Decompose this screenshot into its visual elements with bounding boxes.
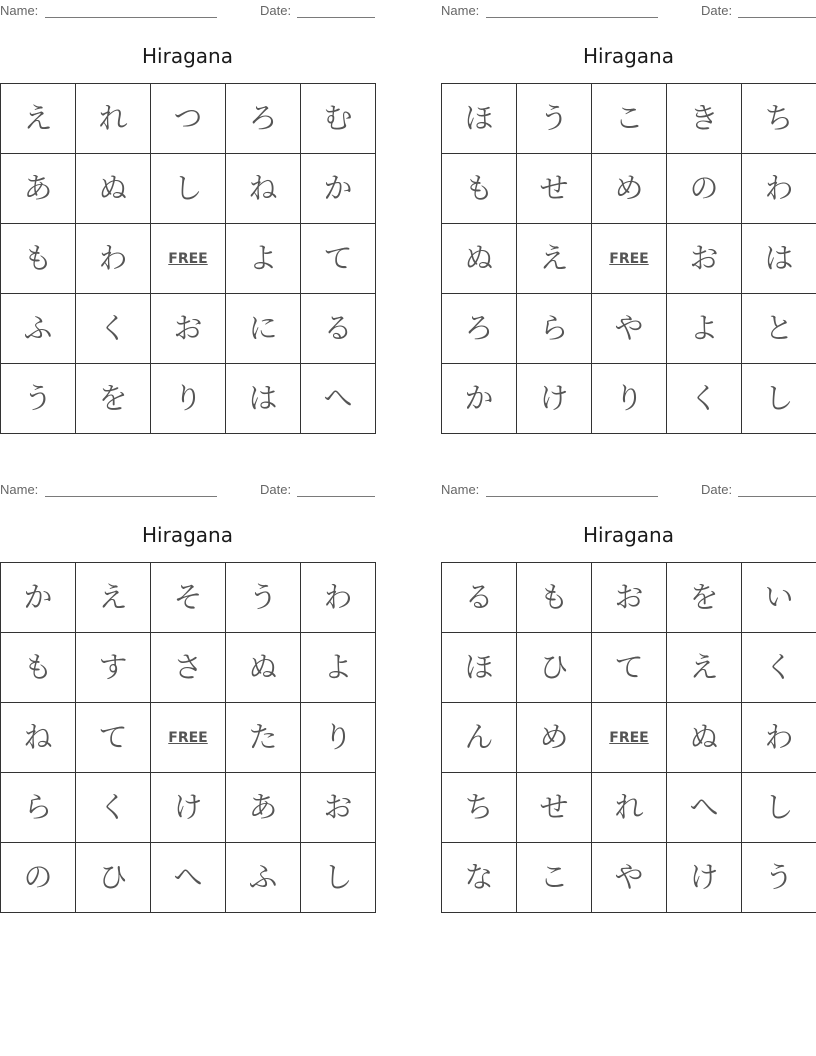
date-label: Date:: [701, 3, 733, 18]
bingo-card-4: [441, 479, 816, 915]
name-blank-line: [486, 17, 658, 18]
card-header: [0, 482, 376, 498]
name-blank-line: [45, 496, 217, 497]
bingo-cell: た: [226, 703, 300, 772]
bingo-cell: き: [667, 84, 741, 153]
bingo-card-2: [441, 0, 816, 436]
free-space-cell: FREE: [592, 224, 666, 293]
bingo-grid: [441, 83, 816, 434]
bingo-cell: の: [1, 843, 75, 912]
bingo-cell: う: [517, 84, 591, 153]
bingo-cell: わ: [742, 154, 816, 223]
bingo-cell: ぬ: [226, 633, 300, 702]
bingo-cell: し: [742, 773, 816, 842]
date-blank-line: [738, 17, 816, 18]
bingo-cell: ら: [1, 773, 75, 842]
bingo-cell: む: [301, 84, 375, 153]
name-label: Name:: [441, 3, 480, 18]
bingo-cell: く: [667, 364, 741, 433]
bingo-cell: お: [301, 773, 375, 842]
bingo-cell: せ: [517, 773, 591, 842]
bingo-cell: お: [151, 294, 225, 363]
bingo-cell: か: [442, 364, 516, 433]
bingo-cell: も: [442, 154, 516, 223]
bingo-cell: く: [742, 633, 816, 702]
bingo-cell: め: [517, 703, 591, 772]
bingo-cell: も: [1, 633, 75, 702]
bingo-cell: わ: [742, 703, 816, 772]
bingo-cell: ぬ: [76, 154, 150, 223]
free-space-cell: FREE: [592, 703, 666, 772]
bingo-cell: な: [442, 843, 516, 912]
bingo-cell: ひ: [76, 843, 150, 912]
bingo-cell: る: [301, 294, 375, 363]
bingo-cell: ぬ: [667, 703, 741, 772]
date-blank-line: [297, 496, 375, 497]
bingo-cell: え: [667, 633, 741, 702]
bingo-grid: [0, 562, 376, 913]
bingo-cell: こ: [592, 84, 666, 153]
bingo-cell: ね: [226, 154, 300, 223]
bingo-cell: ふ: [226, 843, 300, 912]
bingo-cell: あ: [226, 773, 300, 842]
bingo-grid: [441, 562, 816, 913]
bingo-cell: は: [226, 364, 300, 433]
bingo-cell: を: [667, 563, 741, 632]
bingo-cell: え: [517, 224, 591, 293]
bingo-cell: へ: [301, 364, 375, 433]
bingo-cell: よ: [226, 224, 300, 293]
bingo-cell: せ: [517, 154, 591, 223]
name-label: Name:: [441, 482, 480, 497]
bingo-cell: か: [1, 563, 75, 632]
bingo-cell: を: [76, 364, 150, 433]
card-header: [441, 482, 816, 498]
bingo-cell: い: [742, 563, 816, 632]
bingo-cell: お: [667, 224, 741, 293]
name-label: Name:: [0, 482, 39, 497]
bingo-cell: く: [76, 294, 150, 363]
bingo-cell: て: [592, 633, 666, 702]
name-blank-line: [45, 17, 217, 18]
bingo-cell: も: [517, 563, 591, 632]
bingo-cell: わ: [76, 224, 150, 293]
date-label: Date:: [260, 482, 292, 497]
bingo-cell: こ: [517, 843, 591, 912]
card-title: Hiragana: [583, 523, 674, 547]
bingo-cell: す: [76, 633, 150, 702]
card-header: [441, 3, 816, 19]
date-label: Date:: [260, 3, 292, 18]
bingo-cell: く: [76, 773, 150, 842]
card-title: Hiragana: [142, 523, 233, 547]
name-label: Name:: [0, 3, 39, 18]
bingo-cell: は: [742, 224, 816, 293]
bingo-cell: よ: [667, 294, 741, 363]
bingo-cell: へ: [667, 773, 741, 842]
bingo-cell: り: [592, 364, 666, 433]
bingo-cell: れ: [592, 773, 666, 842]
bingo-cell: の: [667, 154, 741, 223]
bingo-cell: し: [151, 154, 225, 223]
card-title: Hiragana: [142, 44, 233, 68]
bingo-cell: け: [667, 843, 741, 912]
bingo-cell: や: [592, 294, 666, 363]
bingo-cell: ひ: [517, 633, 591, 702]
bingo-cell: ほ: [442, 84, 516, 153]
bingo-cell: れ: [76, 84, 150, 153]
bingo-cell: り: [301, 703, 375, 772]
bingo-cell: ん: [442, 703, 516, 772]
name-blank-line: [486, 496, 658, 497]
bingo-cell: そ: [151, 563, 225, 632]
bingo-cell: う: [1, 364, 75, 433]
bingo-grid: [0, 83, 376, 434]
bingo-cell: ふ: [1, 294, 75, 363]
bingo-cell: る: [442, 563, 516, 632]
date-label: Date:: [701, 482, 733, 497]
card-header: [0, 3, 376, 19]
bingo-cell: け: [151, 773, 225, 842]
bingo-cell: さ: [151, 633, 225, 702]
bingo-cell: う: [742, 843, 816, 912]
bingo-card-1: [0, 0, 376, 436]
bingo-cell: や: [592, 843, 666, 912]
bingo-cell: ぬ: [442, 224, 516, 293]
bingo-cell: ち: [442, 773, 516, 842]
free-space-cell: FREE: [151, 224, 225, 293]
bingo-cell: ろ: [442, 294, 516, 363]
bingo-card-3: [0, 479, 376, 915]
bingo-cell: し: [301, 843, 375, 912]
bingo-cell: ら: [517, 294, 591, 363]
bingo-cell: ち: [742, 84, 816, 153]
bingo-cell: し: [742, 364, 816, 433]
bingo-cell: け: [517, 364, 591, 433]
bingo-cell: と: [742, 294, 816, 363]
bingo-cell: わ: [301, 563, 375, 632]
bingo-cell: お: [592, 563, 666, 632]
date-blank-line: [738, 496, 816, 497]
bingo-cell: え: [76, 563, 150, 632]
bingo-cell: ね: [1, 703, 75, 772]
bingo-cell: て: [301, 224, 375, 293]
free-space-cell: FREE: [151, 703, 225, 772]
bingo-cell: へ: [151, 843, 225, 912]
bingo-cell: え: [1, 84, 75, 153]
bingo-cell: り: [151, 364, 225, 433]
bingo-cell: も: [1, 224, 75, 293]
bingo-cell: に: [226, 294, 300, 363]
bingo-cell: つ: [151, 84, 225, 153]
bingo-cell: う: [226, 563, 300, 632]
bingo-cell: て: [76, 703, 150, 772]
bingo-cell: か: [301, 154, 375, 223]
bingo-cell: あ: [1, 154, 75, 223]
card-title: Hiragana: [583, 44, 674, 68]
date-blank-line: [297, 17, 375, 18]
bingo-cell: ろ: [226, 84, 300, 153]
bingo-cell: め: [592, 154, 666, 223]
bingo-cell: ほ: [442, 633, 516, 702]
bingo-cell: よ: [301, 633, 375, 702]
